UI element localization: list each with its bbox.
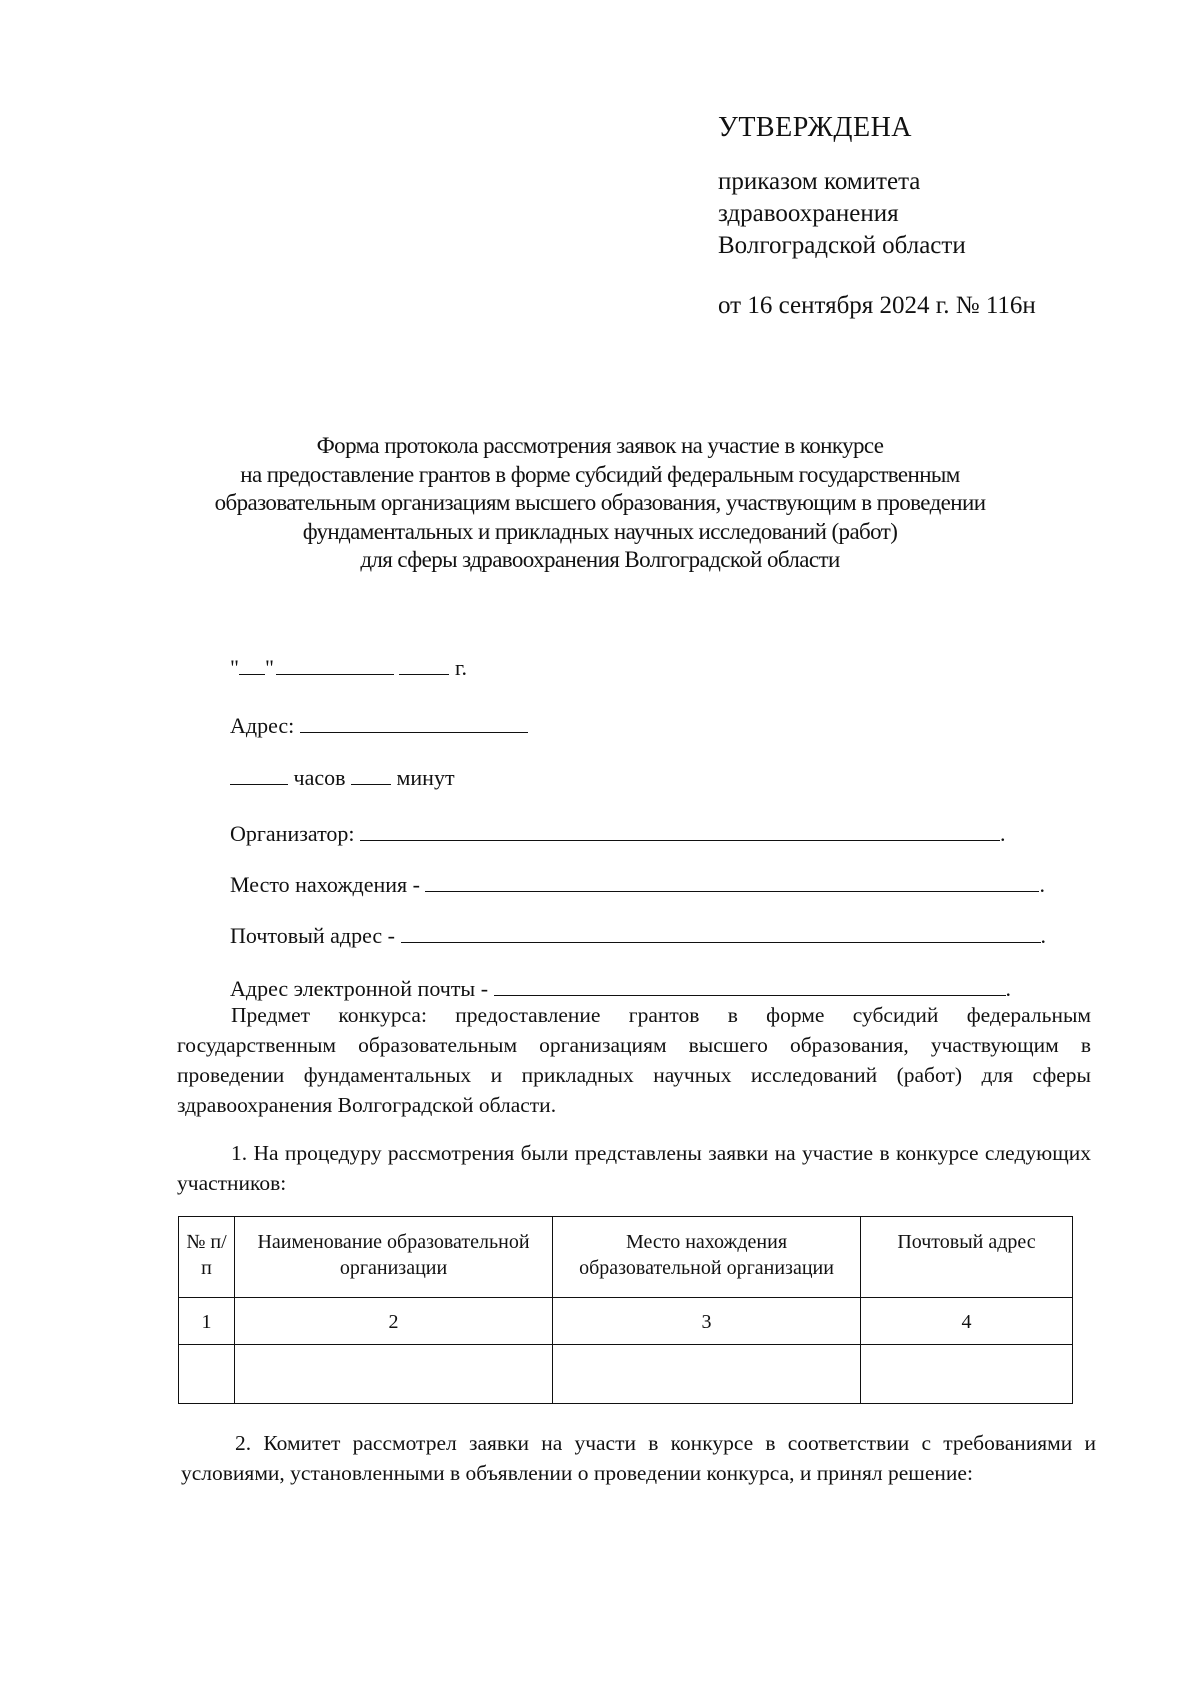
email-field: [230, 975, 1011, 1002]
participants-table: [178, 1216, 1073, 1404]
location-label: Место нахождения -: [230, 872, 420, 897]
location-field: [230, 871, 1045, 898]
organizer-label: Организатор:: [230, 821, 355, 846]
point-1-paragraph: 1. На процедуру рассмотрения были представлены заявки на участие в конкурсе следующих участников:: [177, 1141, 1091, 1195]
date-field: [230, 654, 467, 681]
postal-period: .: [1040, 923, 1047, 948]
table-row: [179, 1345, 1073, 1404]
subject-paragraph: Предмет конкурса: предоставление грантов в форме субсидий федеральным государственным образовательным организациям высшего образования, участвующим в проведении фундаментальных и прикладных научных исследований (работ) для сферы здравоохранения Волгоградской области.: [177, 1003, 1091, 1117]
date-quote-open: ": [230, 655, 239, 680]
address-blank[interactable]: [300, 712, 528, 733]
header-org-name: Наименование образовательной организации: [235, 1217, 553, 1298]
title-line-5: для сферы здравоохранения Волгоградской области: [360, 547, 840, 572]
hours-blank[interactable]: [230, 764, 288, 785]
hours-label: часов: [293, 765, 346, 790]
email-label: Адрес электронной почты -: [230, 976, 489, 1001]
location-blank[interactable]: [425, 871, 1039, 892]
title-line-3: образовательным организациям высшего образования, участвующим в проведении: [214, 490, 986, 515]
header-postal-address: Почтовый адрес: [861, 1217, 1073, 1298]
minutes-blank[interactable]: [351, 764, 391, 785]
organizer-blank[interactable]: [360, 820, 1000, 841]
year-blank[interactable]: [399, 654, 449, 675]
col-number-1: 1: [179, 1298, 235, 1345]
point-2-paragraph: 2. Комитет рассмотрел заявки на участи в конкурсе в соответствии с требованиями и условиями, установленными в объявлении о проведении конкурса, и принял решение:: [181, 1431, 1096, 1485]
col-number-4: 4: [861, 1298, 1073, 1345]
postal-blank[interactable]: [401, 922, 1041, 943]
year-suffix: г.: [454, 655, 468, 680]
table-cell[interactable]: [235, 1345, 553, 1404]
postal-label: Почтовый адрес -: [230, 923, 396, 948]
organizer-period: .: [1000, 821, 1006, 846]
table-header-row: [179, 1217, 1073, 1298]
address-label: Адрес:: [230, 713, 295, 738]
table-cell[interactable]: [553, 1345, 861, 1404]
organizer-field: [230, 820, 1006, 847]
title-line-4: фундаментальных и прикладных научных исследований (работ): [302, 518, 898, 544]
approval-title: УТВЕРЖДЕНА: [718, 112, 913, 143]
col-number-3: 3: [553, 1298, 861, 1345]
email-period: .: [1005, 976, 1012, 1001]
approval-line-2: здравоохранения: [718, 200, 899, 227]
day-blank[interactable]: [239, 654, 265, 675]
header-number: № п/п: [179, 1217, 235, 1298]
approval-line-1: приказом комитета: [718, 168, 921, 195]
minutes-label: минут: [396, 765, 455, 790]
header-org-location: Место нахождения образовательной организации: [553, 1217, 861, 1298]
title-line-1: Форма протокола рассмотрения заявок на участие в конкурсе: [316, 433, 884, 458]
table-cell[interactable]: [861, 1345, 1073, 1404]
address-field: [230, 712, 528, 739]
table-cell[interactable]: [179, 1345, 235, 1404]
date-quote-close: ": [264, 655, 274, 680]
approval-order: [718, 166, 966, 262]
approval-date: от 16 сентября 2024 г. № 116н: [718, 292, 1036, 319]
time-field: [230, 764, 455, 791]
postal-field: [230, 922, 1046, 949]
title-line-2: на предоставление грантов в форме субсидий федеральным государственным: [240, 461, 960, 487]
table-number-row: [179, 1298, 1073, 1345]
document-title: [120, 432, 1080, 575]
location-period: .: [1039, 872, 1045, 897]
month-blank[interactable]: [276, 654, 394, 675]
col-number-2: 2: [235, 1298, 553, 1345]
email-blank[interactable]: [494, 975, 1006, 996]
approval-line-3: Волгоградской области: [718, 232, 966, 259]
